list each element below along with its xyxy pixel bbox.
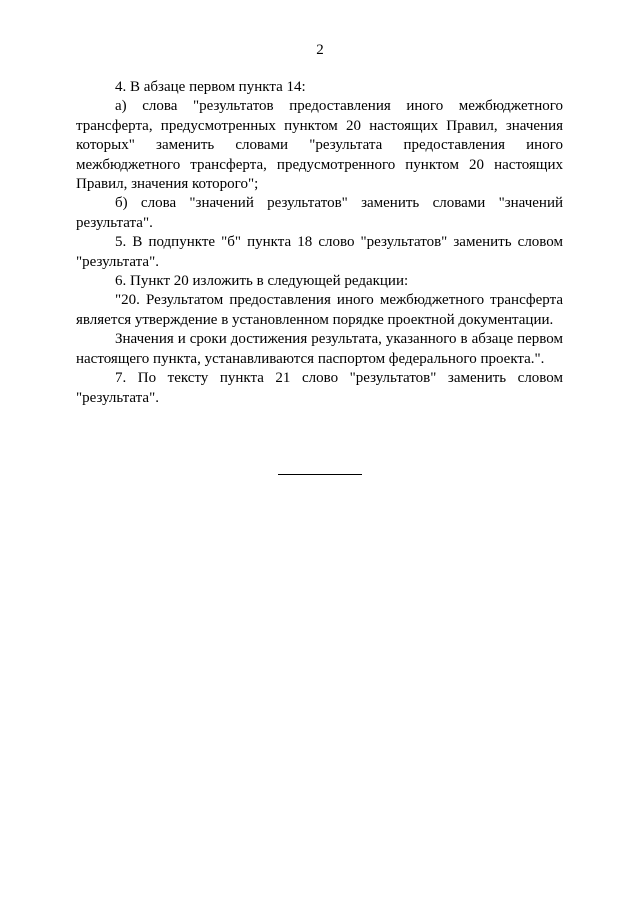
end-divider [278,474,362,475]
page-number: 2 [316,42,324,58]
paragraph-item-4: 4. В абзаце первом пункта 14: [115,79,306,95]
paragraph-quoted-rule-20: "20. Результатом предоставления иного межбюджетного трансферта является утверждение в установленном порядке проектной документации. [76,292,563,328]
document-body [76,78,563,408]
paragraph-item-6: 6. Пункт 20 изложить в следующей редакции: [115,273,409,290]
paragraph-subitem-a: а) слова "результатов предоставления иного межбюджетного трансферта, предусмотренных пунктом 20 настоящих Правил, значения которых" заменить словами "результата предоставления иного межбюджетного трансферта, предусмотренного пунктом 20 настоящих Правил, значения которого"; [76,98,563,193]
paragraph-item-5: 5. В подпункте "б" пункта 18 слово "результатов" заменить словом "результата". [76,234,563,270]
paragraph-quoted-rule-20-second: Значения и сроки достижения результата, указанного в абзаце первом настоящего пункта, устанавливаются паспортом федерального проекта.". [76,331,563,367]
paragraph-item-7: 7. По тексту пункта 21 слово "результатов" заменить словом "результата". [76,370,563,406]
paragraph-subitem-b: б) слова "значений результатов" заменить словами "значений результата". [76,195,563,231]
